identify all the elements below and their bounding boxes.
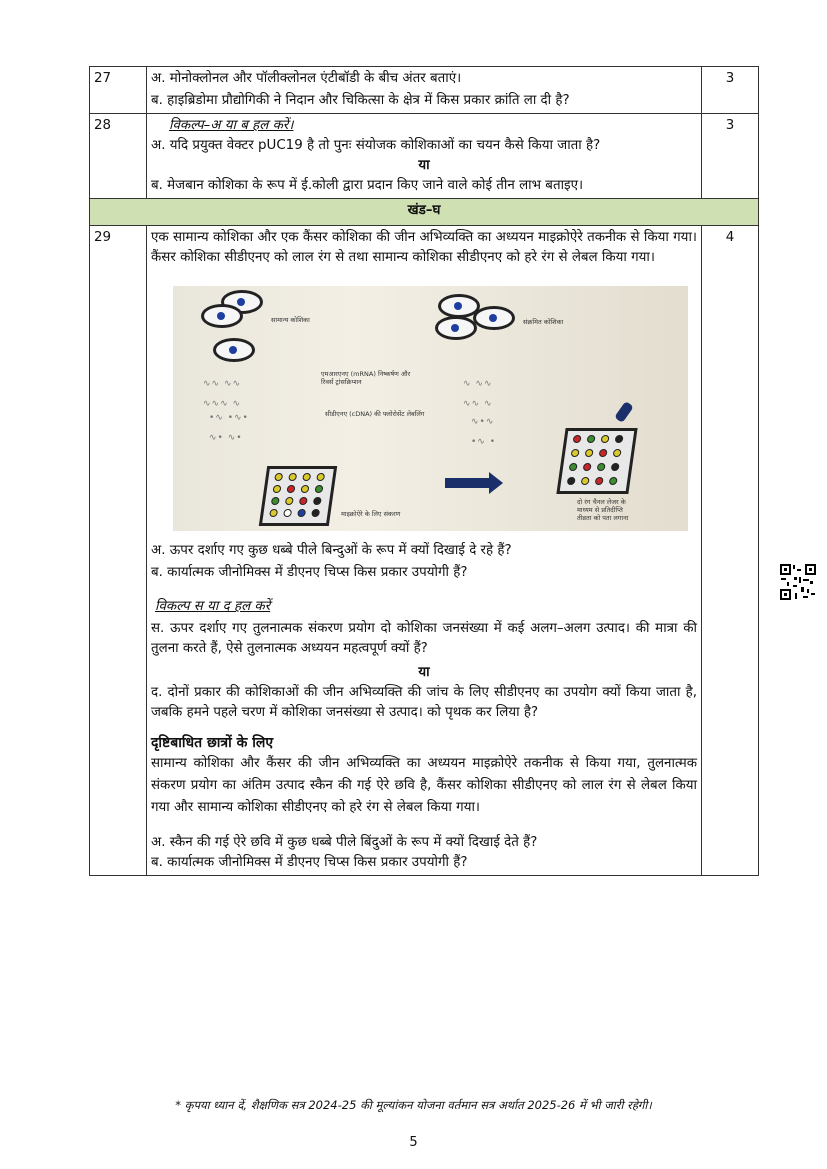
microarray-chip-scanned bbox=[556, 428, 637, 494]
question-row-27 bbox=[90, 67, 759, 114]
marks: 3 bbox=[702, 67, 759, 114]
question-29b: ब. कार्यात्मक जीनोमिक्स में डीएनए चिप्स किस प्रकार उपयोगी हैं? bbox=[151, 565, 468, 580]
visually-impaired-text: सामान्य कोशिका और कैंसर की जीन अभिव्यक्ति का अध्ययन माइक्रोऐरे तकनीक से किया गया, तुलनात्मक संकरण प्रयोग का अंतिम उत्पाद स्कैन की गई ऐरे छवि है, कैंसर कोशिका सीडीएनए को लाल रंग से लेबल किया गया और सामान्य कोशिका सीडीएनए को हरे रंग से लेबल किया गया। bbox=[151, 756, 697, 815]
cdna-label: सीडीएनए (cDNA) की फ्लोरोसेंट लेबलिंग bbox=[325, 410, 425, 418]
question-28a: अ. यदि प्रयुक्त वेक्टर pUC19 है तो पुनः संयोजक कोशिकाओं का चयन कैसे किया जाता है? bbox=[151, 138, 601, 153]
microarray-figure bbox=[173, 286, 688, 531]
option-note: विकल्प–अ या ब हल करें। bbox=[169, 118, 294, 133]
footer-note: * कृपया ध्यान दें, शैक्षणिक सत्र 2024-25 की मूल्यांकन योजना वर्तमान सत्र अर्थात 2025-26 में भी जारी रहेगी। bbox=[175, 1098, 652, 1112]
normal-cell-icon bbox=[213, 338, 255, 362]
option-note: विकल्प स या द हल करें bbox=[155, 599, 271, 614]
cancer-cell-icon bbox=[473, 306, 515, 330]
scan-label: दो रंग चैनल लेजर के माध्यम से प्रतिदीप्ति तीव्रता को पता लगाना bbox=[577, 498, 629, 522]
section-title: खंड–घ bbox=[90, 199, 759, 226]
qr-code-icon bbox=[779, 563, 817, 601]
question-29-intro: एक सामान्य कोशिका और एक कैंसर कोशिका की जीन अभिव्यक्ति का अध्ययन माइक्रोऐरे तकनीक से किया गया। कैंसर कोशिका सीडीएनए को लाल रंग से तथा सामान्य कोशिका सीडीएनए को हरे रंग से लेबल किया गया। bbox=[151, 230, 697, 265]
hybridization-label: माइक्रोऐरे के लिए संकरण bbox=[341, 510, 401, 518]
question-29d: द. दोनों प्रकार की कोशिकाओं की जीन अभिव्यक्ति की जांच के लिए सीडीएनए का उपयोग क्यों किया जाता है, जबकि हमने पहले चरण में कोशिका जनसंख्या से उत्पाद। को पृथक कर लिया है? bbox=[151, 685, 697, 720]
question-row-28 bbox=[90, 114, 759, 199]
laser-icon bbox=[614, 401, 634, 423]
question-27b: ब. हाइब्रिडोमा प्रौद्योगिकी ने निदान और चिकित्सा के क्षेत्र में किस प्रकार क्रांति ला दी है? bbox=[151, 93, 570, 108]
mrna-squiggle-icon: ∿∿ ∿∿ ∿∿∿ ∿ bbox=[203, 379, 242, 409]
mrna-label: एमआरएनए (mRNA) निष्कर्षण और रिवर्स ट्रांसक्रिप्शन bbox=[321, 370, 411, 386]
microarray-chip-left bbox=[259, 466, 337, 526]
question-number: 29 bbox=[90, 226, 147, 876]
cdna-label-icon: ∿•∿ •∿ • bbox=[471, 417, 497, 447]
question-number: 28 bbox=[90, 114, 147, 199]
question-29c: स. ऊपर दर्शाए गए तुलनात्मक संकरण प्रयोग दो कोशिका जनसंख्या में कई अलग–अलग उत्पाद। की मात्रा की तुलना करते हैं, ऐसे तुलनात्मक अध्ययन महत्वपूर्ण क्यों हैं? bbox=[151, 621, 697, 656]
page-number: 5 bbox=[409, 1135, 418, 1150]
question-27a: अ. मोनोक्लोनल और पॉलीक्लोनल एंटीबॉडी के बीच अंतर बताएं। bbox=[151, 71, 462, 86]
question-29a: अ. ऊपर दर्शाए गए कुछ धब्बे पीले बिन्दुओं के रूप में क्यों दिखाई दे रहे हैं? bbox=[151, 543, 512, 558]
marks: 4 bbox=[702, 226, 759, 876]
mrna-squiggle-icon: ∿ ∿∿ ∿∿ ∿ bbox=[463, 379, 493, 409]
question-row-29 bbox=[90, 226, 759, 876]
visually-impaired-question-a: अ. स्कैन की गई ऐरे छवि में कुछ धब्बे पीले बिंदुओं के रूप में क्यों दिखाई देते हैं? bbox=[151, 835, 538, 850]
marks: 3 bbox=[702, 114, 759, 199]
arrow-icon bbox=[445, 478, 489, 488]
question-28b: ब. मेजबान कोशिका के रूप में ई.कोली द्वारा प्रदान किए जाने वाले कोई तीन लाभ बताइए। bbox=[151, 178, 584, 193]
visually-impaired-question-b: ब. कार्यात्मक जीनोमिक्स में डीएनए चिप्स किस प्रकार उपयोगी हैं? bbox=[151, 855, 468, 870]
cancer-cell-icon bbox=[435, 316, 477, 340]
normal-cell-icon bbox=[201, 304, 243, 328]
section-header-row bbox=[90, 199, 759, 226]
or-label: या bbox=[418, 665, 430, 680]
normal-cell-label: सामान्य कोशिका bbox=[271, 316, 310, 324]
question-number: 27 bbox=[90, 67, 147, 114]
cdna-label-icon: •∿ •∿• ∿• ∿• bbox=[209, 413, 249, 443]
question-table bbox=[89, 66, 759, 876]
visually-impaired-heading: दृष्टिबाधित छात्रों के लिए bbox=[151, 735, 274, 751]
cancer-cell-label: संक्रमित कोशिका bbox=[523, 318, 564, 326]
or-label: या bbox=[418, 158, 430, 173]
